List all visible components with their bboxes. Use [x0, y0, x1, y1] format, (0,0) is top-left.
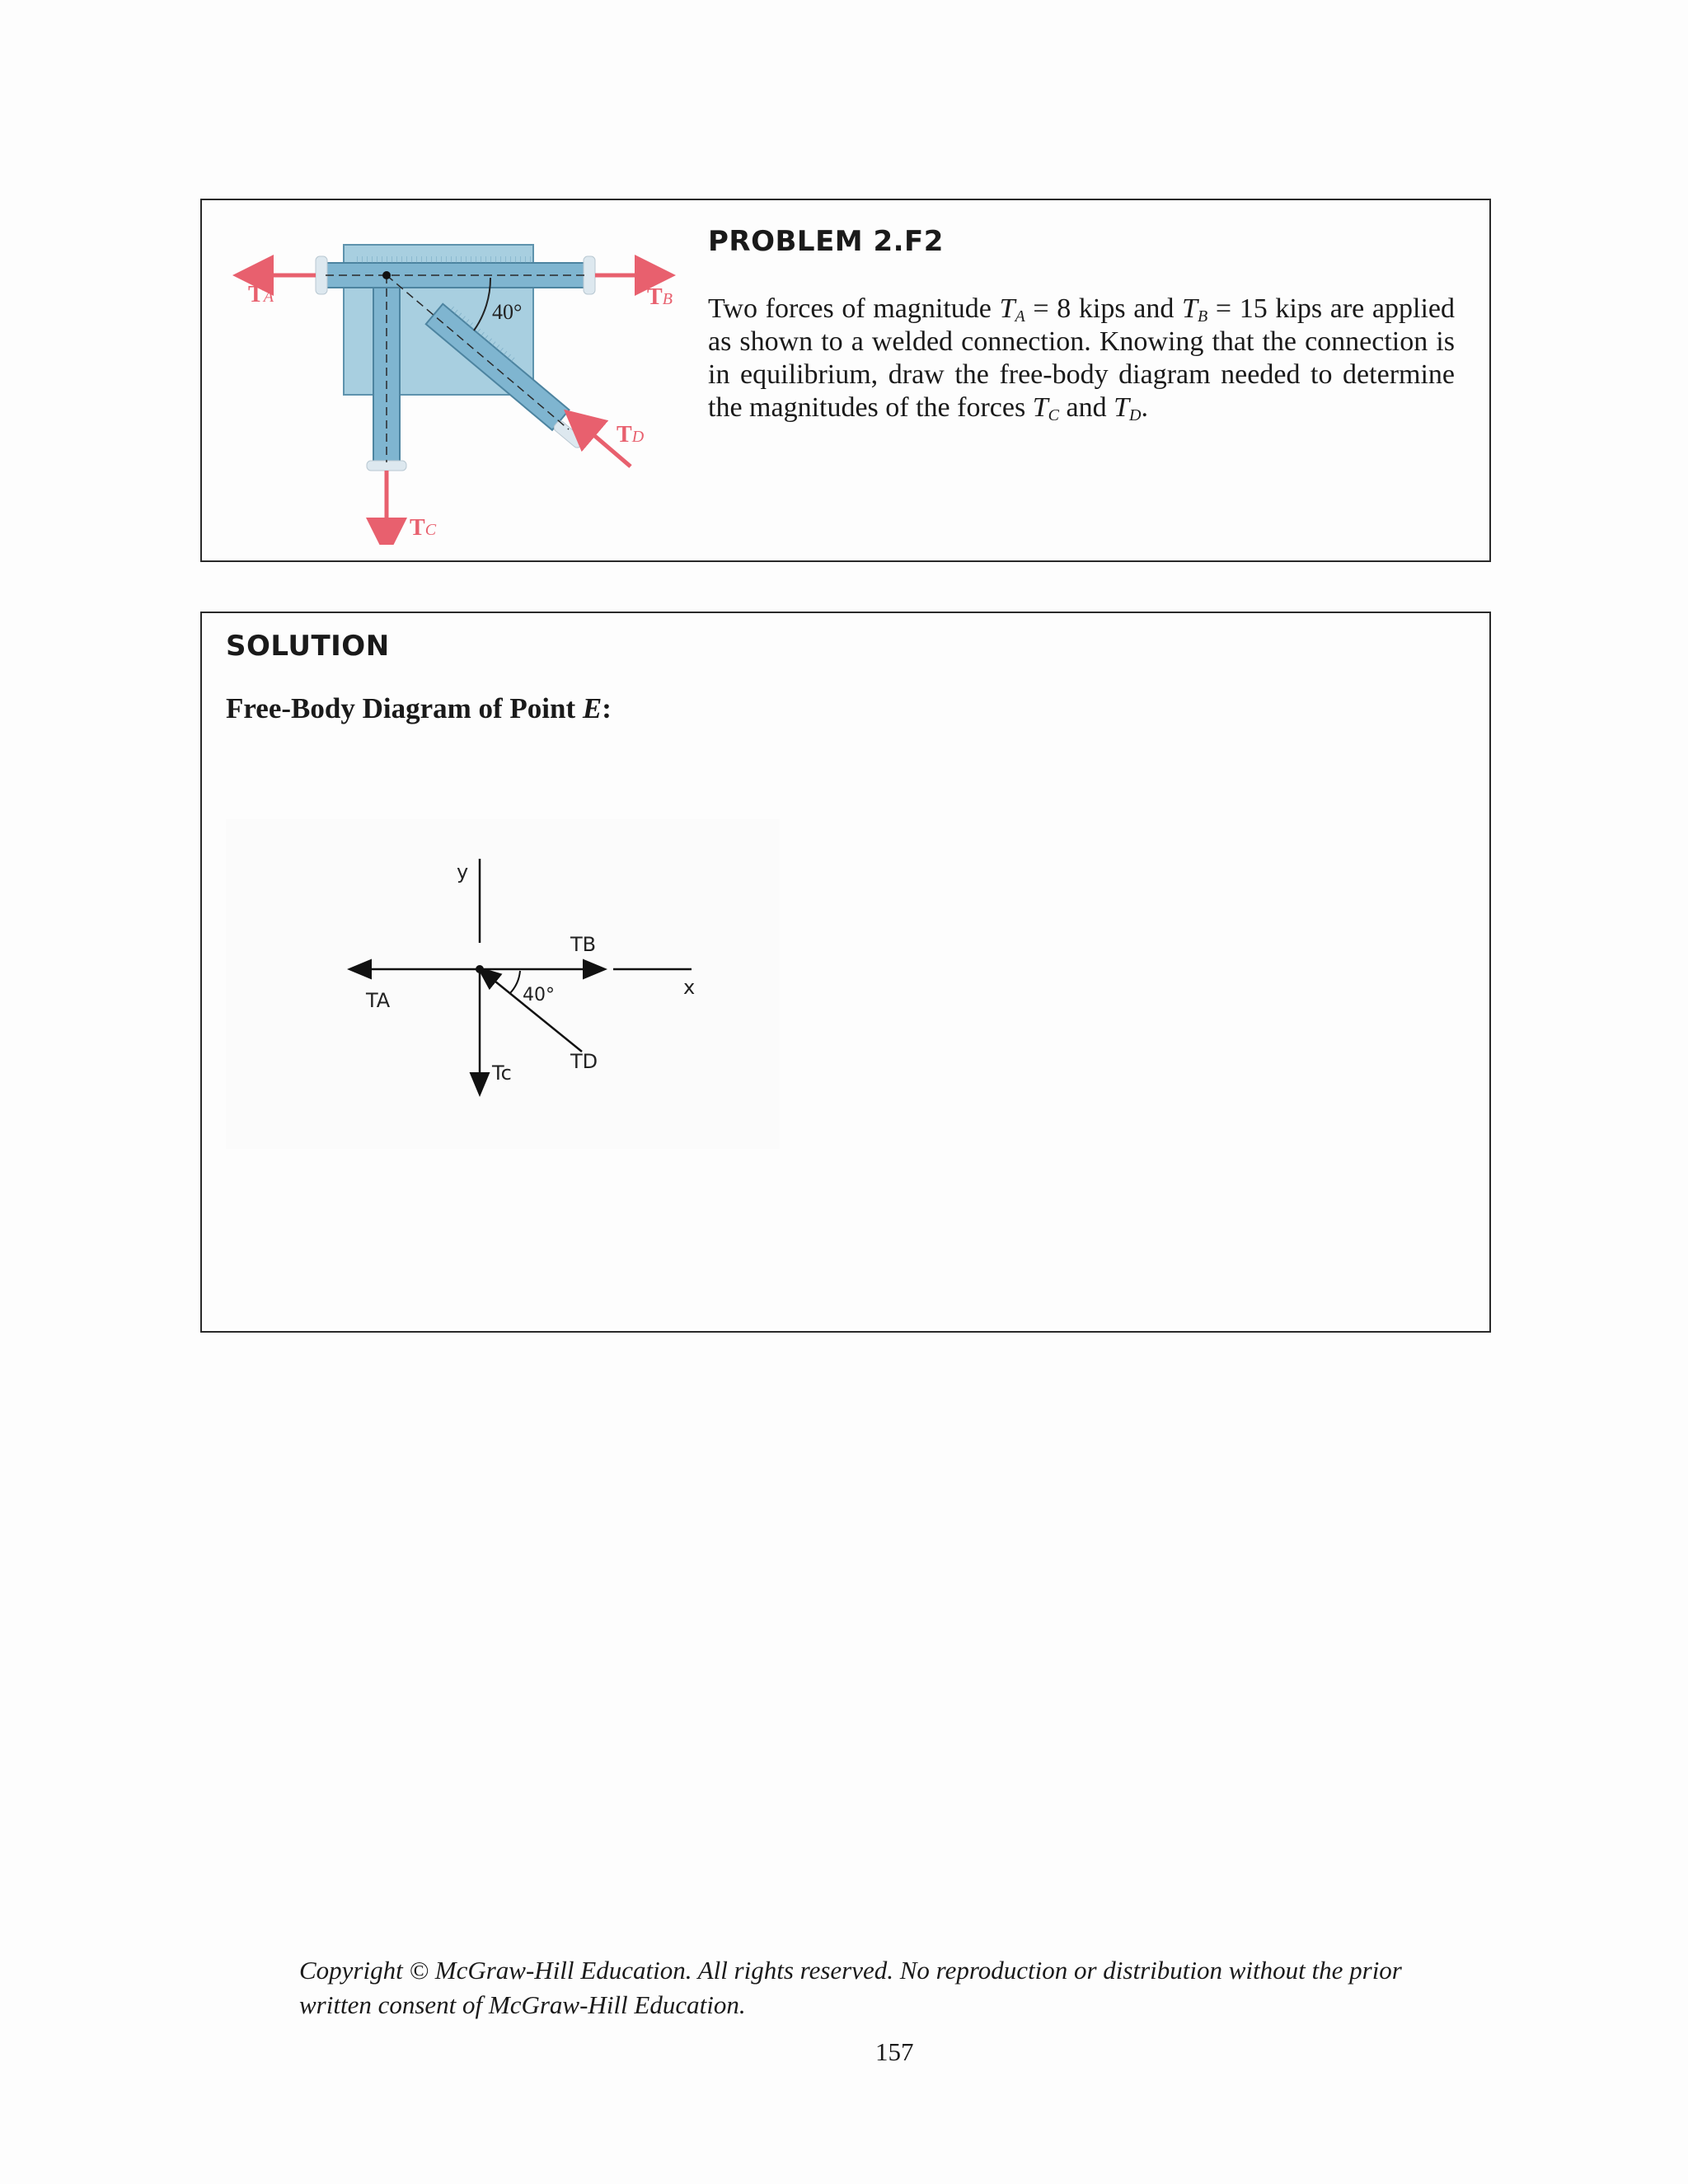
- fbd-label-tb: TB: [570, 933, 597, 956]
- solution-title: SOLUTION: [226, 630, 390, 663]
- label-tc: TC: [410, 515, 437, 541]
- horizontal-member: [326, 263, 585, 288]
- welded-connection-figure: [218, 215, 680, 545]
- problem-title: PROBLEM 2.F2: [708, 225, 944, 258]
- fbd-label: Free-Body Diagram of Point E:: [226, 692, 612, 724]
- angle-label: 40°: [492, 300, 523, 324]
- fbd-angle-label: 40°: [523, 985, 555, 1005]
- solution-box: [200, 612, 1491, 1333]
- label-tb: TB: [647, 284, 673, 310]
- page-number: 157: [875, 2037, 914, 2066]
- fbd-label-td: TD: [570, 1050, 598, 1073]
- problem-statement: Two forces of magnitude $T_A = 8$ kips and $T_B = 15$ kips are applied as shown to a welded connection. Knowing that the connection is in equilibrium, draw the free-body diagram needed to determine the magnitudes of the forces $T_C$ and $T_D$.: [708, 293, 1455, 424]
- fbd-label-tc: Tc: [492, 1062, 512, 1085]
- label-ta: TA: [248, 282, 274, 307]
- copyright-notice: Copyright © McGraw-Hill Education. All rights reserved. No reproduction or distribution without the prior written consent of McGraw-Hill Education.: [299, 1956, 1402, 2019]
- y-axis-label: y: [457, 860, 469, 883]
- problem-box: [200, 199, 1491, 562]
- x-axis-label: x: [683, 976, 696, 999]
- label-td: TD: [617, 422, 645, 448]
- point-e: [382, 271, 391, 279]
- fbd-label-ta: TA: [366, 989, 391, 1012]
- free-body-diagram: [226, 819, 780, 1149]
- fbd-point-e: [476, 965, 484, 973]
